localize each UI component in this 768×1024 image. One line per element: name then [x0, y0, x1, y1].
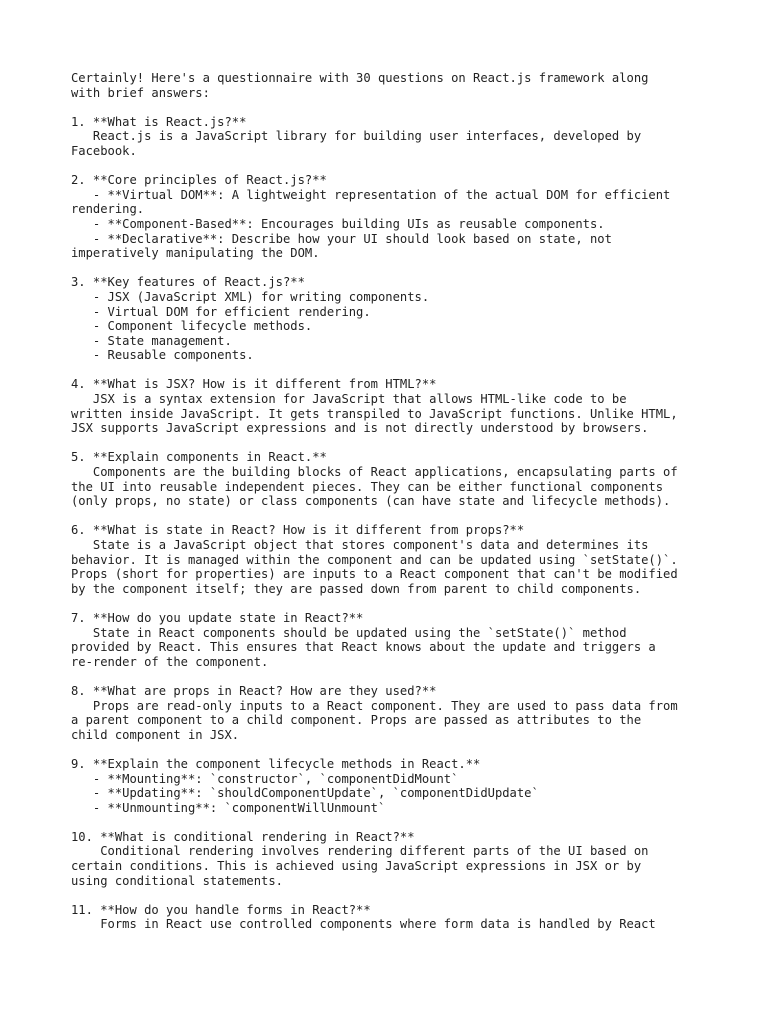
text-line: a parent component to a child component. Props are passed as attributes to the	[71, 713, 642, 728]
text-line: child component in JSX.	[71, 727, 240, 742]
text-line: behavior. It is managed within the component and can be updated using `setState()`.	[71, 552, 678, 567]
text-line: - **Virtual DOM**: A lightweight representation of the actual DOM for efficient	[71, 187, 671, 202]
text-line: - Component lifecycle methods.	[71, 319, 313, 334]
question-9	[71, 757, 711, 815]
text-line: Facebook.	[71, 143, 137, 158]
text-line: certain conditions. This is achieved using JavaScript expressions in JSX or by	[71, 859, 642, 874]
text-line: written inside JavaScript. It gets transpiled to JavaScript functions. Unlike HTML,	[71, 406, 678, 421]
text-line: React.js is a JavaScript library for building user interfaces, developed by	[71, 129, 642, 144]
text-line: - **Updating**: `shouldComponentUpdate`, `componentDidUpdate`	[71, 786, 539, 801]
question-2	[71, 173, 711, 261]
text-line: - **Declarative**: Describe how your UI should look based on state, not	[71, 231, 612, 246]
question-heading: 7. **How do you update state in React?**	[71, 610, 364, 625]
text-line: Props are read-only inputs to a React component. They are used to pass data from	[71, 698, 678, 713]
text-line: - State management.	[71, 333, 232, 348]
text-line: provided by React. This ensures that React knows about the update and triggers a	[71, 640, 656, 655]
text-line: Conditional rendering involves rendering different parts of the UI based on	[71, 844, 649, 859]
text-line: - **Mounting**: `constructor`, `componentDidMount`	[71, 771, 459, 786]
question-10	[71, 830, 711, 888]
text-line: re-render of the component.	[71, 654, 269, 669]
question-8	[71, 684, 711, 742]
text-line: Forms in React use controlled components where form data is handled by React	[71, 917, 656, 932]
question-4	[71, 377, 711, 435]
text-line: the UI into reusable independent pieces. They can be either functional components	[71, 479, 664, 494]
text-line: State is a JavaScript object that stores component's data and determines its	[71, 538, 649, 552]
text-line: JSX supports JavaScript expressions and is not directly understood by browsers.	[71, 421, 649, 436]
question-heading: 1. **What is React.js?**	[71, 114, 247, 129]
text-line: imperatively manipulating the DOM.	[71, 246, 320, 261]
question-heading: 5. **Explain components in React.**	[71, 450, 327, 465]
question-1	[71, 115, 711, 159]
document-page	[71, 71, 711, 947]
text-line: Components are the building blocks of React applications, encapsulating parts of	[71, 465, 678, 480]
text-line: using conditional statements.	[71, 873, 283, 888]
question-6	[71, 523, 711, 596]
text-line: with brief answers:	[71, 85, 210, 100]
question-heading: 2. **Core principles of React.js?**	[71, 173, 327, 188]
question-heading: 3. **Key features of React.js?**	[71, 275, 305, 290]
question-11	[71, 903, 711, 932]
question-heading: 6. **What is state in React? How is it different from props?**	[71, 523, 525, 538]
text-line: Certainly! Here's a questionnaire with 30 questions on React.js framework along	[71, 71, 649, 85]
text-line: (only props, no state) or class components (can have state and lifecycle methods).	[71, 494, 671, 509]
text-line: - Virtual DOM for efficient rendering.	[71, 304, 371, 319]
question-heading: 8. **What are props in React? How are they used?**	[71, 683, 437, 698]
question-heading: 9. **Explain the component lifecycle methods in React.**	[71, 756, 481, 771]
text-line: - **Unmounting**: `componentWillUnmount`	[71, 800, 386, 815]
text-line: - **Component-Based**: Encourages building UIs as reusable components.	[71, 216, 605, 231]
question-3	[71, 275, 711, 363]
question-heading: 4. **What is JSX? How is it different from HTML?**	[71, 377, 437, 392]
question-heading: 11. **How do you handle forms in React?**	[71, 902, 371, 917]
text-line: State in React components should be updated using the `setState()` method	[71, 625, 627, 640]
question-7	[71, 611, 711, 669]
text-line: - JSX (JavaScript XML) for writing components.	[71, 289, 430, 304]
question-5	[71, 450, 711, 508]
text-line: by the component itself; they are passed down from parent to child components.	[71, 581, 642, 596]
text-line: JSX is a syntax extension for JavaScript that allows HTML-like code to be	[71, 392, 627, 407]
text-line: Props (short for properties) are inputs to a React component that can't be modified	[71, 567, 678, 582]
question-heading: 10. **What is conditional rendering in React?**	[71, 829, 415, 844]
text-line: rendering.	[71, 202, 145, 217]
text-line: - Reusable components.	[71, 348, 254, 363]
intro-paragraph	[71, 71, 711, 100]
